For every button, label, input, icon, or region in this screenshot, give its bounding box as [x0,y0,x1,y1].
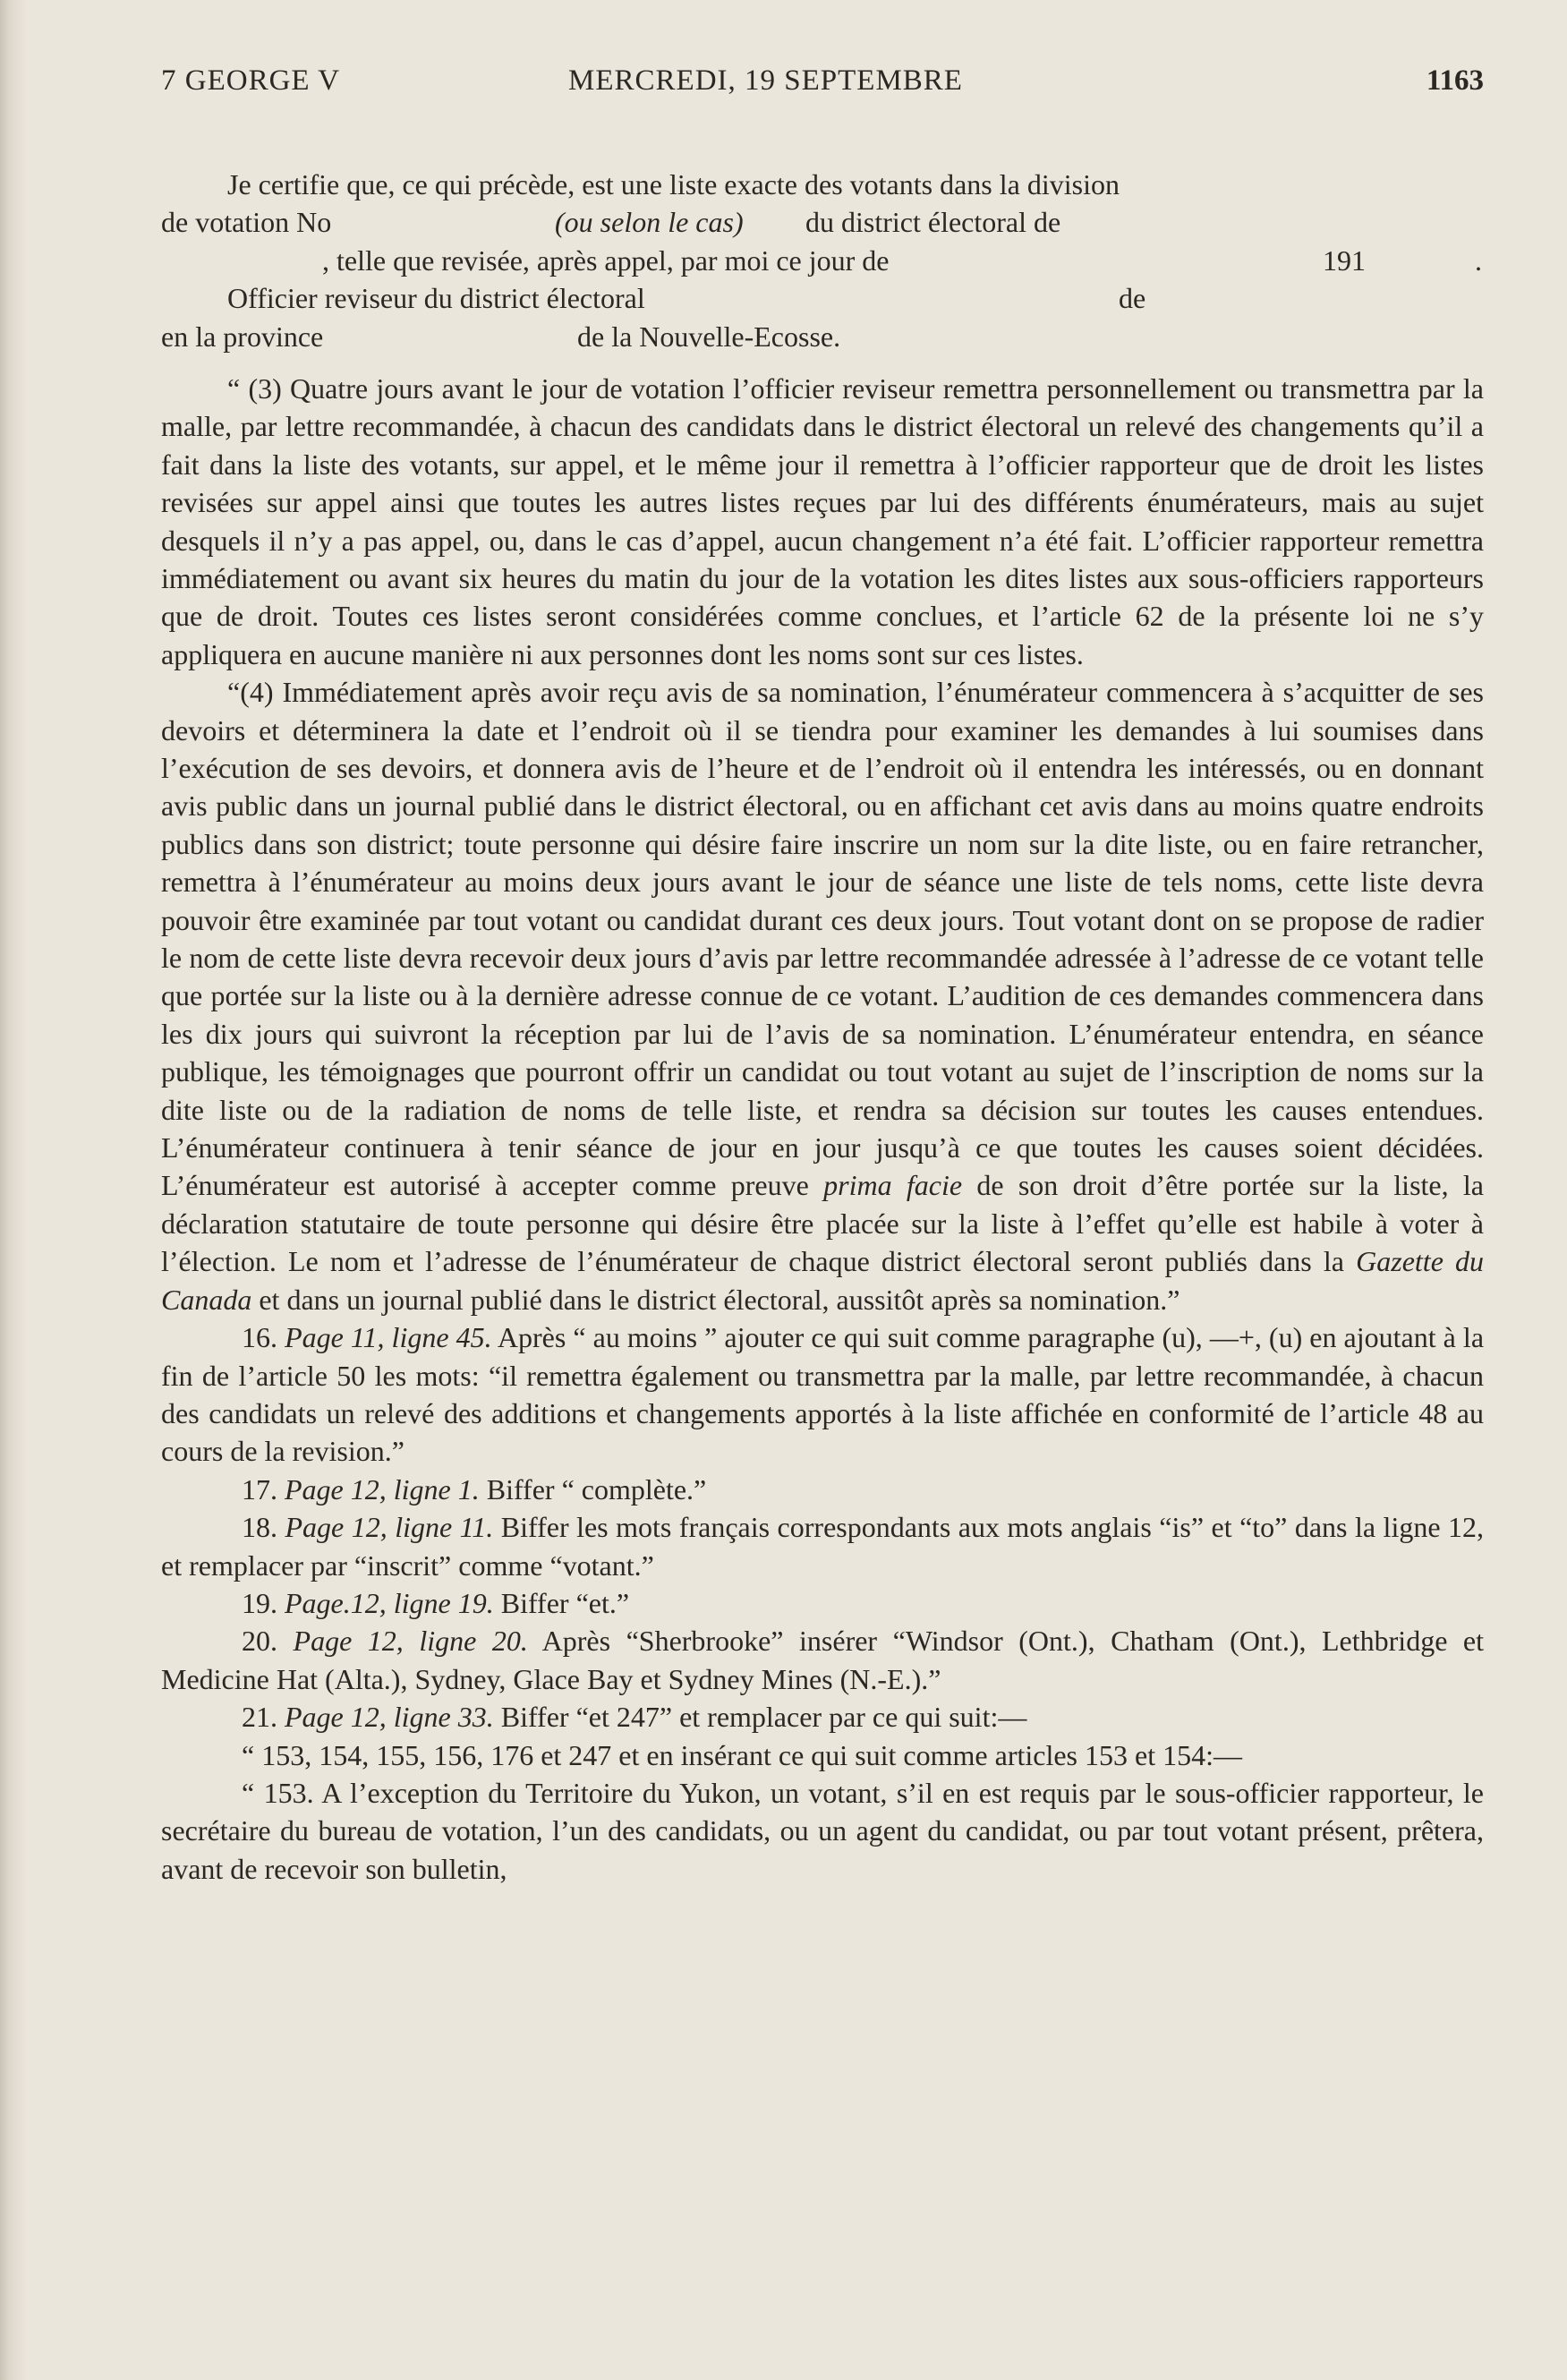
cert-line-3: , telle que revisée, après appel, par moi ce jour de 191 . [322,243,1482,277]
header-session: 7 GEORGE V [161,64,341,97]
amendment-17: 17. Page 12, ligne 1. Biffer “ complète.” [242,1472,707,1506]
page-body [161,166,1484,1888]
page-number: 1163 [1426,64,1484,97]
header-date: MERCREDI, 19 SEPTEMBRE [568,64,963,97]
cert-line-5: en la province de la Nouvelle-Ecosse. [161,320,841,353]
amendment-21: 21. Page 12, ligne 33. Biffer “et 247” et remplacer par ce qui suit:— [242,1701,1027,1734]
cert-line-4: Officier reviseur du district électoral de [227,282,1146,315]
cert-line-2: de votation No (ou selon le cas) du district électoral de [161,206,1061,239]
quoted-articles-list: “ 153, 154, 155, 156, 176 et 247 et en insérant ce qui suit comme articles 153 et 154:— [242,1738,1242,1771]
amendment-18: 18. Page 12, ligne 11. Biffer les mots français correspondants aux mots anglais “is” et “to” dans la ligne 12, et remplacer par “inscrit” comme “votant.” [161,1511,1485,1582]
amendment-19: 19. Page.12, ligne 19. Biffer “et.” [242,1586,630,1619]
certificate-form [161,166,1484,355]
subsection-4: “(4) Immédiatement après avoir reçu avis de sa nomination, l’énumérateur commencera à s’acquitter de ses devoirs et déterminera la date et l’endroit où il se tiendra pour examiner les demandes à lui soumises dans l’exécution de ses devoirs, et donnera avis de l’heure et de l’endroit où il entendra les intéressés, ou en donnant avis public dans un journal publié dans le district électoral, ou en affichant cet avis dans au moins quatre endroits publics dans son district; toute personne qui désire faire inscrire un nom sur la dite liste, ou en faire retrancher, remettra à l’énumérateur au moins deux jours avant le jour de séance une liste de tels noms, cette liste devra pouvoir être examinée par tout votant ou candidat durant ces deux jours. Tout votant dont on se propose de radier le nom de cette liste devra recevoir deux jours d’avis par lettre recommandée adressée à l’adresse de ce votant telle que portée sur la liste ou à la dernière adresse connue de ce votant. L’audition de ces demandes commencera dans les dix jours qui suivront la réception par lui de l’avis de sa nomination. L’énumérateur entendra, en séance publique, les témoignages que pourront offrir un candidat ou tout votant au sujet de l’inscription de noms sur la dite liste ou de la radiation de noms de telle liste, et rendra sa décision sur toutes les causes entendues. L’énumérateur continuera à tenir séance de jour en jour jusqu’à ce que toutes les causes soient décidées. L’énumérateur est autorisé à accepter comme preuve prima facie de son droit d’être portée sur la liste, la déclaration statutaire de toute personne qui désire être placée sur la liste à l’effet qu’elle est habile à voter à l’élection. Le nom et l’adresse de l’énumérateur de chaque district électoral seront publiés dans la Gazette du Canada et dans un journal publié dans le district électoral, aussitôt après sa nomination.” [161,676,1485,1316]
cert-line-1: Je certifie que, ce qui précède, est une liste exacte des votants dans la division [227,168,1120,200]
running-header [161,64,1484,109]
subsection-3: “ (3) Quatre jours avant le jour de votation l’officier reviseur remettra personnellement ou transmettra par la malle, par lettre recommandée, à chacun des candidats dans le district électoral un relevé des changements qu’il a fait dans la liste des votants, sur appel, et le même jour il remettra à l’officier rapporteur que de droit les listes revisées sur appel ainsi que toutes les autres listes reçues par lui des différents énumérateurs, mais au sujet desquels il n’y a pas appel, ou, dans le cas d’appel, aucun changement n’a été fait. L’officier rapporteur remettra immédiatement ou avant six heures du matin du jour de la votation les dites listes aux sous-officiers rapporteurs que de droit. Toutes ces listes seront considérées comme conclues, et l’article 62 de la présente loi ne s’y appliquera en aucune manière ni aux personnes dont les noms sont sur ces listes. [161,371,1484,670]
amendment-16: 16. Page 11, ligne 45. Après “ au moins ” ajouter ce qui suit comme paragraphe (u), —+, (u) en ajoutant à la fin de l’article 50 les mots: “il remettra également ou transmettra par la malle, par lettre recommandée, à chacun des candidats un relevé des additions et changements apportés à la liste affichée en conformité de l’article 48 au cours de la revision.” [161,1321,1485,1468]
amendment-20: 20. Page 12, ligne 20. Après “Sherbrooke” insérer “Windsor (Ont.), Chatham (Ont.), Lethbridge et Medicine Hat (Alta.), Sydney, Glace Bay et Sydney Mines (N.-E.).” [161,1625,1485,1695]
article-153-text: “ 153. A l’exception du Territoire du Yukon, un votant, s’il en est requis par le sous-officier rapporteur, le secrétaire du bureau de votation, l’un des candidats, ou un agent du candidat, ou par tout votant présent, prêtera, avant de recevoir son bulletin, [161,1776,1484,1885]
